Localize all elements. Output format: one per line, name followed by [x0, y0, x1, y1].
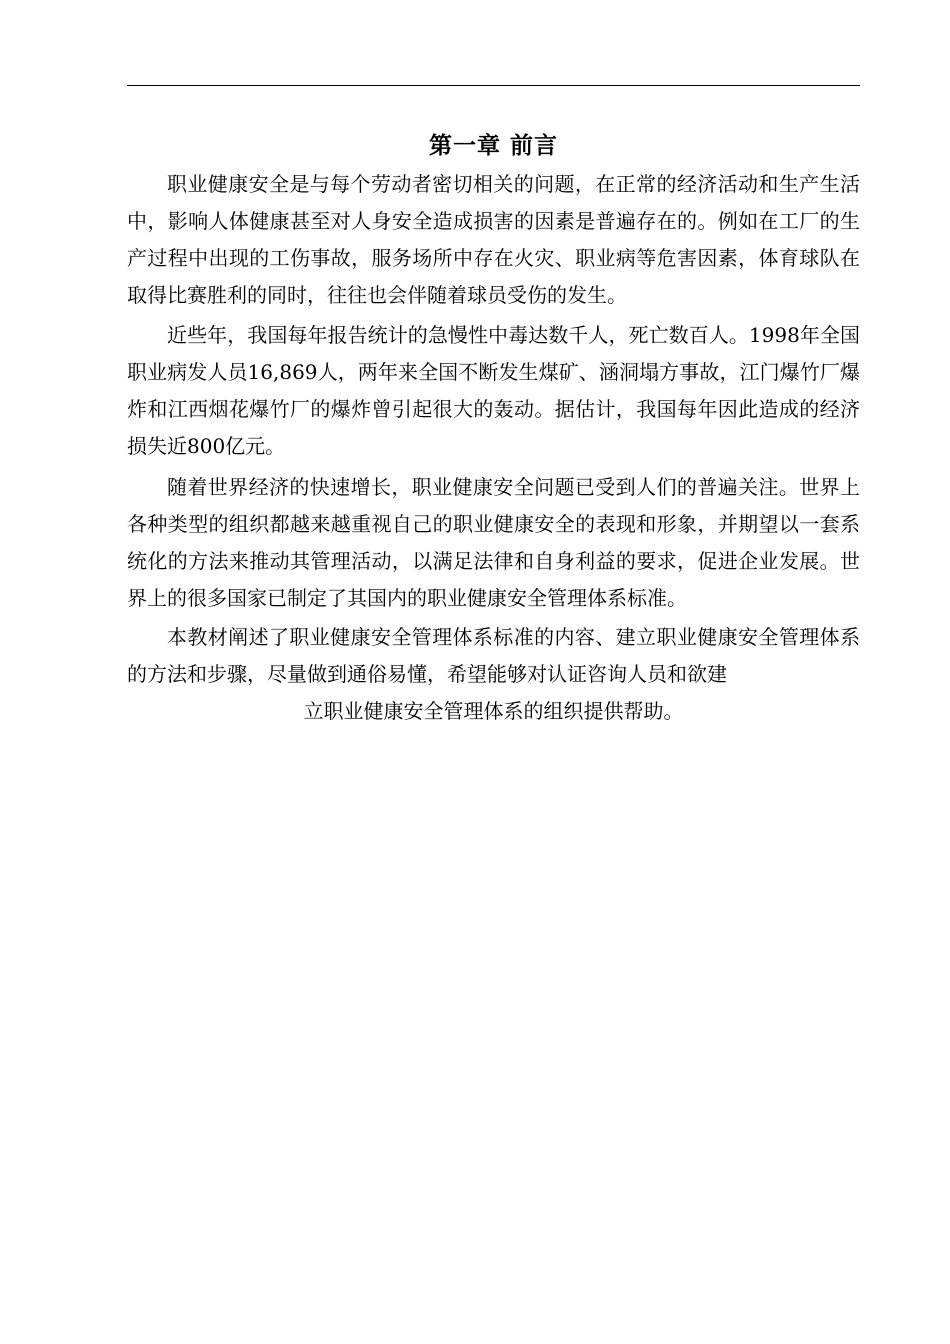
- paragraph-4-head: 本教材阐述了职业健康安全管理体系标准的内容、建立职业健康安全管理体系的方法和步骤，尽量做到通俗易懂，希望能够对认证咨询人员和欲建: [127, 625, 860, 686]
- paragraph-1: 职业健康安全是与每个劳动者密切相关的问题，在正常的经济活动和生产生活中，影响人体健康甚至对人身安全造成损害的因素是普遍存在的。例如在工厂的生产过程中出现的工伤事故，服务场所中存在火灾、职业病等危害因素，体育球队在取得比赛胜利的同时，往往也会伴随着球员受伤的发生。: [127, 172, 860, 307]
- paragraph-3: 随着世界经济的快速增长，职业健康安全问题已受到人们的普遍关注。世界上各种类型的组织都越来越重视自己的职业健康安全的表现和形象，并期望以一套系统化的方法来推动其管理活动，以满足法律和自身利益的要求，促进企业发展。世界上的很多国家已制定了其国内的职业健康安全管理体系标准。: [127, 475, 860, 610]
- header-rule: [127, 85, 860, 86]
- paragraph-2: 近些年，我国每年报告统计的急慢性中毒达数千人，死亡数百人。1998年全国职业病发人员16,869人，两年来全国不断发生煤矿、涵洞塌方事故，江门爆竹厂爆炸和江西烟花爆竹厂的爆炸曾引起很大的轰动。据估计，我国每年因此造成的经济损失近800亿元。: [127, 323, 860, 458]
- chapter-title: 第一章 前言: [428, 132, 558, 159]
- document-body: [127, 126, 860, 730]
- paragraph-4-tail: 立职业健康安全管理体系的组织提供帮助。: [303, 699, 684, 723]
- paragraph-4: [127, 619, 860, 730]
